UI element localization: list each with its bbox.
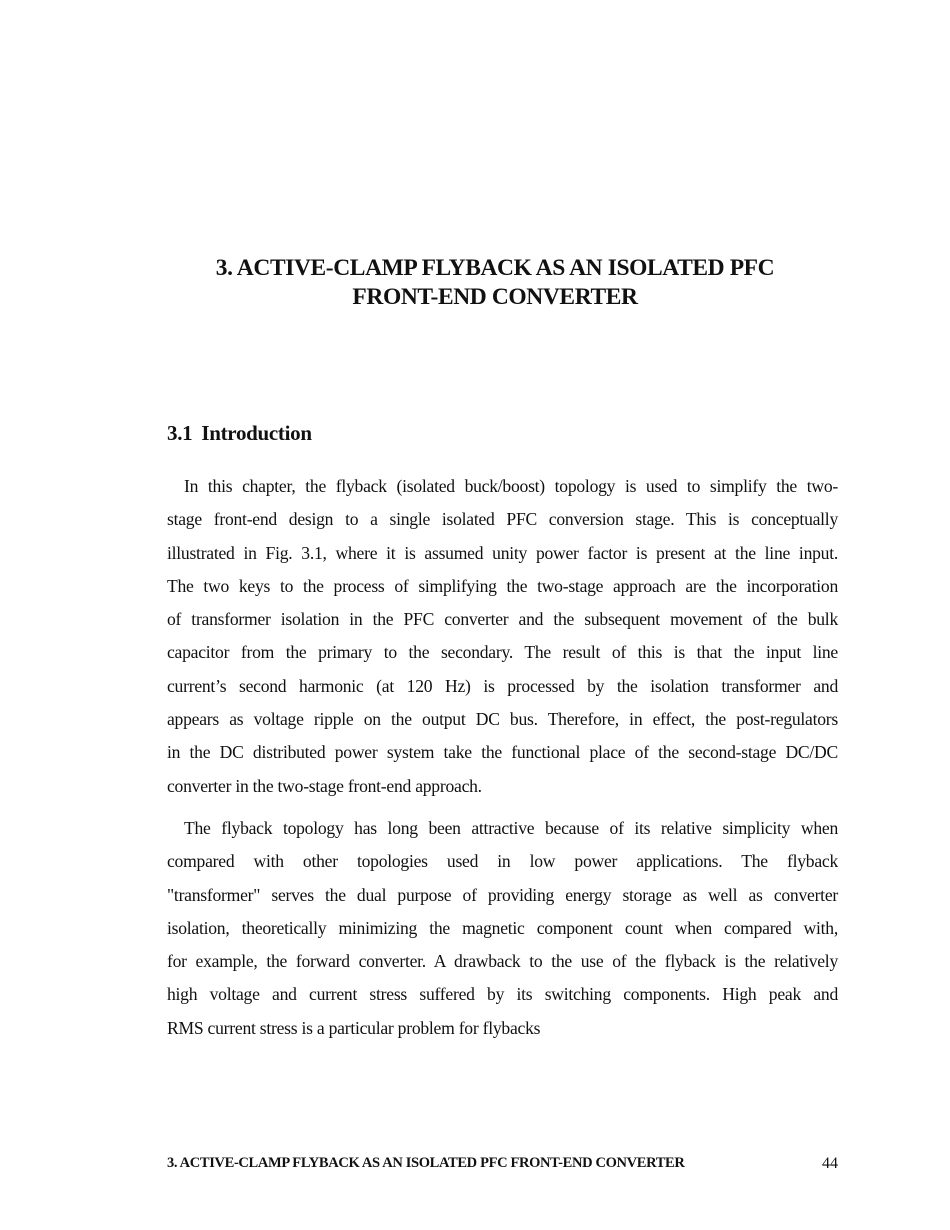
text-line: capacitor from the primary to the secondary. The result of this is that the input line: [167, 642, 838, 663]
page-footer: [167, 1155, 838, 1175]
chapter-title-line-1: 3. ACTIVE-CLAMP FLYBACK AS AN ISOLATED PFC: [215, 255, 775, 281]
text-line: high voltage and current stress suffered by its switching components. High peak and: [167, 984, 838, 1005]
chapter-title: [160, 254, 830, 312]
paragraph-2: [167, 812, 838, 1045]
text-line: The flyback topology has long been attractive because of its relative simplicity when: [184, 818, 838, 838]
text-line: In this chapter, the flyback (isolated buck/boost) topology is used to simplify the two-: [184, 476, 838, 496]
text-line: stage front-end design to a single isolated PFC conversion stage. This is conceptually: [167, 509, 838, 530]
page-number: 44: [822, 1155, 838, 1172]
paragraph-1: [167, 470, 838, 803]
text-line: for example, the forward converter. A drawback to the use of the flyback is the relatively: [167, 951, 838, 972]
text-line: The two keys to the process of simplifying the two-stage approach are the incorporation: [167, 575, 838, 596]
text-line: illustrated in Fig. 3.1, where it is assumed unity power factor is present at the line input.: [167, 542, 838, 563]
section-heading: [167, 421, 312, 446]
text-line: "transformer" serves the dual purpose of providing energy storage as well as converter: [167, 884, 838, 905]
chapter-title-line-2: FRONT-END CONVERTER: [352, 284, 638, 310]
section-number: 3.1: [167, 421, 193, 445]
text-line: in the DC distributed power system take the functional place of the second-stage DC/DC: [167, 742, 838, 763]
text-line: converter in the two-stage front-end approach.: [167, 775, 482, 796]
text-line: RMS current stress is a particular problem for flybacks: [167, 1017, 541, 1038]
text-line: current’s second harmonic (at 120 Hz) is processed by the isolation transformer and: [167, 675, 838, 696]
text-line: compared with other topologies used in low power applications. The flyback: [167, 851, 838, 872]
section-title: Introduction: [201, 421, 312, 445]
text-line: appears as voltage ripple on the output DC bus. Therefore, in effect, the post-regulators: [167, 709, 838, 730]
running-title: 3. ACTIVE-CLAMP FLYBACK AS AN ISOLATED PFC FRONT-END CONVERTER: [167, 1155, 685, 1171]
text-line: isolation, theoretically minimizing the magnetic component count when compared with,: [167, 917, 838, 938]
text-line: of transformer isolation in the PFC converter and the subsequent movement of the bulk: [167, 609, 838, 630]
